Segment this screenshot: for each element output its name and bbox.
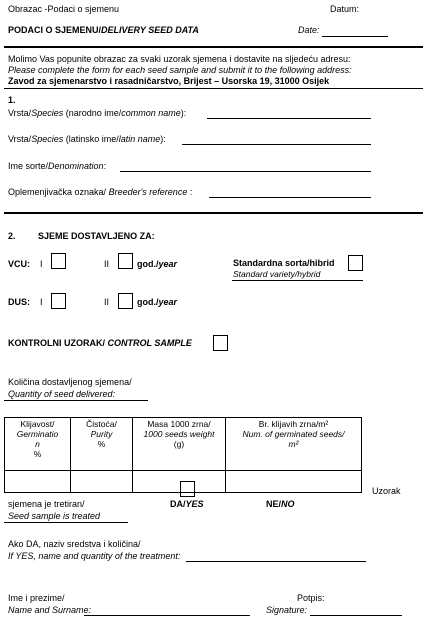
name-field[interactable] bbox=[84, 615, 250, 616]
weight-cell[interactable] bbox=[133, 471, 226, 493]
vcu-ii-label: II bbox=[104, 259, 110, 269]
vcu-year-ii-checkbox[interactable] bbox=[118, 253, 133, 269]
species-latin-field[interactable] bbox=[182, 144, 371, 145]
breeder-field[interactable] bbox=[209, 197, 371, 198]
dus-i-label: I bbox=[40, 297, 43, 307]
vcu-i-label: I bbox=[40, 259, 43, 269]
species-common-label: Vrsta/Species (narodno ime/common name): bbox=[8, 108, 187, 118]
title-bold: PODACI O SJEMENU/ bbox=[8, 25, 102, 35]
variety-field[interactable] bbox=[120, 171, 371, 172]
quantity-field[interactable] bbox=[4, 400, 148, 401]
date-label-top: Datum: bbox=[330, 4, 360, 14]
dus-year-label: god./year bbox=[137, 297, 178, 307]
yes-label: DA/YES bbox=[170, 499, 204, 509]
underline bbox=[4, 522, 128, 523]
dus-ii-label: II bbox=[104, 297, 110, 307]
address: Zavod za sjemenarstvo i rasadničarstvo, Brijest – Usorska 19, 31000 Osijek bbox=[8, 76, 330, 86]
intro-line-en: Please complete the form for each seed sample and submit it to the following address: bbox=[8, 65, 352, 75]
divider bbox=[4, 46, 423, 48]
section-heading: SJEME DOSTAVLJENO ZA: bbox=[38, 231, 155, 241]
title-italic: DELIVERY SEED DATA bbox=[101, 25, 199, 35]
underline bbox=[232, 280, 363, 281]
col-germinated-seeds-header: Br. klijavih zrna/m² Num. of germinated seeds/ m² bbox=[226, 418, 362, 471]
purity-cell[interactable] bbox=[71, 471, 133, 493]
dus-year-i-checkbox[interactable] bbox=[51, 293, 66, 309]
vcu-label: VCU: bbox=[8, 259, 30, 269]
page-title bbox=[8, 25, 199, 36]
breeder-label: Oplemenjivačka oznaka/ Breeder's reference : bbox=[8, 187, 193, 197]
divider bbox=[4, 212, 423, 214]
standard-variety-label: Standardna sorta/hibrid bbox=[233, 258, 335, 268]
dus-label: DUS: bbox=[8, 297, 30, 307]
intro-line: Molimo Vas popunite obrazac za svaki uzorak sjemena i dostavite na sljedeću adresu: bbox=[8, 54, 351, 64]
no-label: NE/NO bbox=[266, 499, 295, 509]
control-sample-checkbox[interactable] bbox=[213, 335, 228, 351]
variety-label: Ime sorte/Denomination: bbox=[8, 161, 107, 171]
germinated-seeds-cell[interactable] bbox=[226, 471, 362, 493]
date-field[interactable] bbox=[322, 36, 388, 37]
vcu-year-label: god./year bbox=[137, 259, 178, 269]
dus-year-ii-checkbox[interactable] bbox=[118, 293, 133, 309]
name-label: Ime i prezime/ bbox=[8, 593, 65, 603]
standard-variety-checkbox[interactable] bbox=[348, 255, 363, 271]
divider bbox=[4, 88, 423, 89]
treatment-details-label-en: If YES, name and quantity of the treatment: bbox=[8, 551, 181, 561]
section-number: 2. bbox=[8, 231, 16, 241]
date-label: Date: bbox=[298, 25, 320, 35]
standard-variety-label-en: Standard variety/hybrid bbox=[233, 269, 321, 279]
sample-label: Uzorak bbox=[372, 486, 401, 496]
signature-field[interactable] bbox=[310, 615, 402, 616]
name-label-en: Name and Surname: bbox=[8, 605, 92, 615]
treated-label: sjemena je tretiran/ bbox=[8, 499, 85, 509]
germination-cell[interactable] bbox=[5, 471, 71, 493]
vcu-year-i-checkbox[interactable] bbox=[51, 253, 66, 269]
treated-label-en: Seed sample is treated bbox=[8, 511, 101, 521]
section-number: 1. bbox=[8, 95, 16, 105]
form-name: Obrazac -Podaci o sjemenu bbox=[8, 4, 120, 14]
control-sample-label: KONTROLNI UZORAK/ CONTROL SAMPLE bbox=[8, 338, 192, 348]
treatment-details-field[interactable] bbox=[186, 561, 366, 562]
signature-label: Potpis: bbox=[297, 593, 325, 603]
col-germination-header: Klijavost/ Germinatio n % bbox=[5, 418, 71, 471]
species-common-field[interactable] bbox=[207, 118, 371, 119]
quantity-label: Količina dostavljenog sjemena/ bbox=[8, 377, 132, 387]
treatment-details-label: Ako DA, naziv sredstva i količina/ bbox=[8, 539, 141, 549]
species-latin-label: Vrsta/Species (latinsko ime/latin name): bbox=[8, 134, 166, 144]
treated-yes-checkbox[interactable] bbox=[180, 481, 195, 497]
quantity-label-en: Quantity of seed delivered: bbox=[8, 389, 116, 399]
col-weight-header: Masa 1000 zrna/ 1000 seeds weight (g) bbox=[133, 418, 226, 471]
col-purity-header: Čistoća/ Purity % bbox=[71, 418, 133, 471]
signature-label-en: Signature: bbox=[266, 605, 308, 615]
